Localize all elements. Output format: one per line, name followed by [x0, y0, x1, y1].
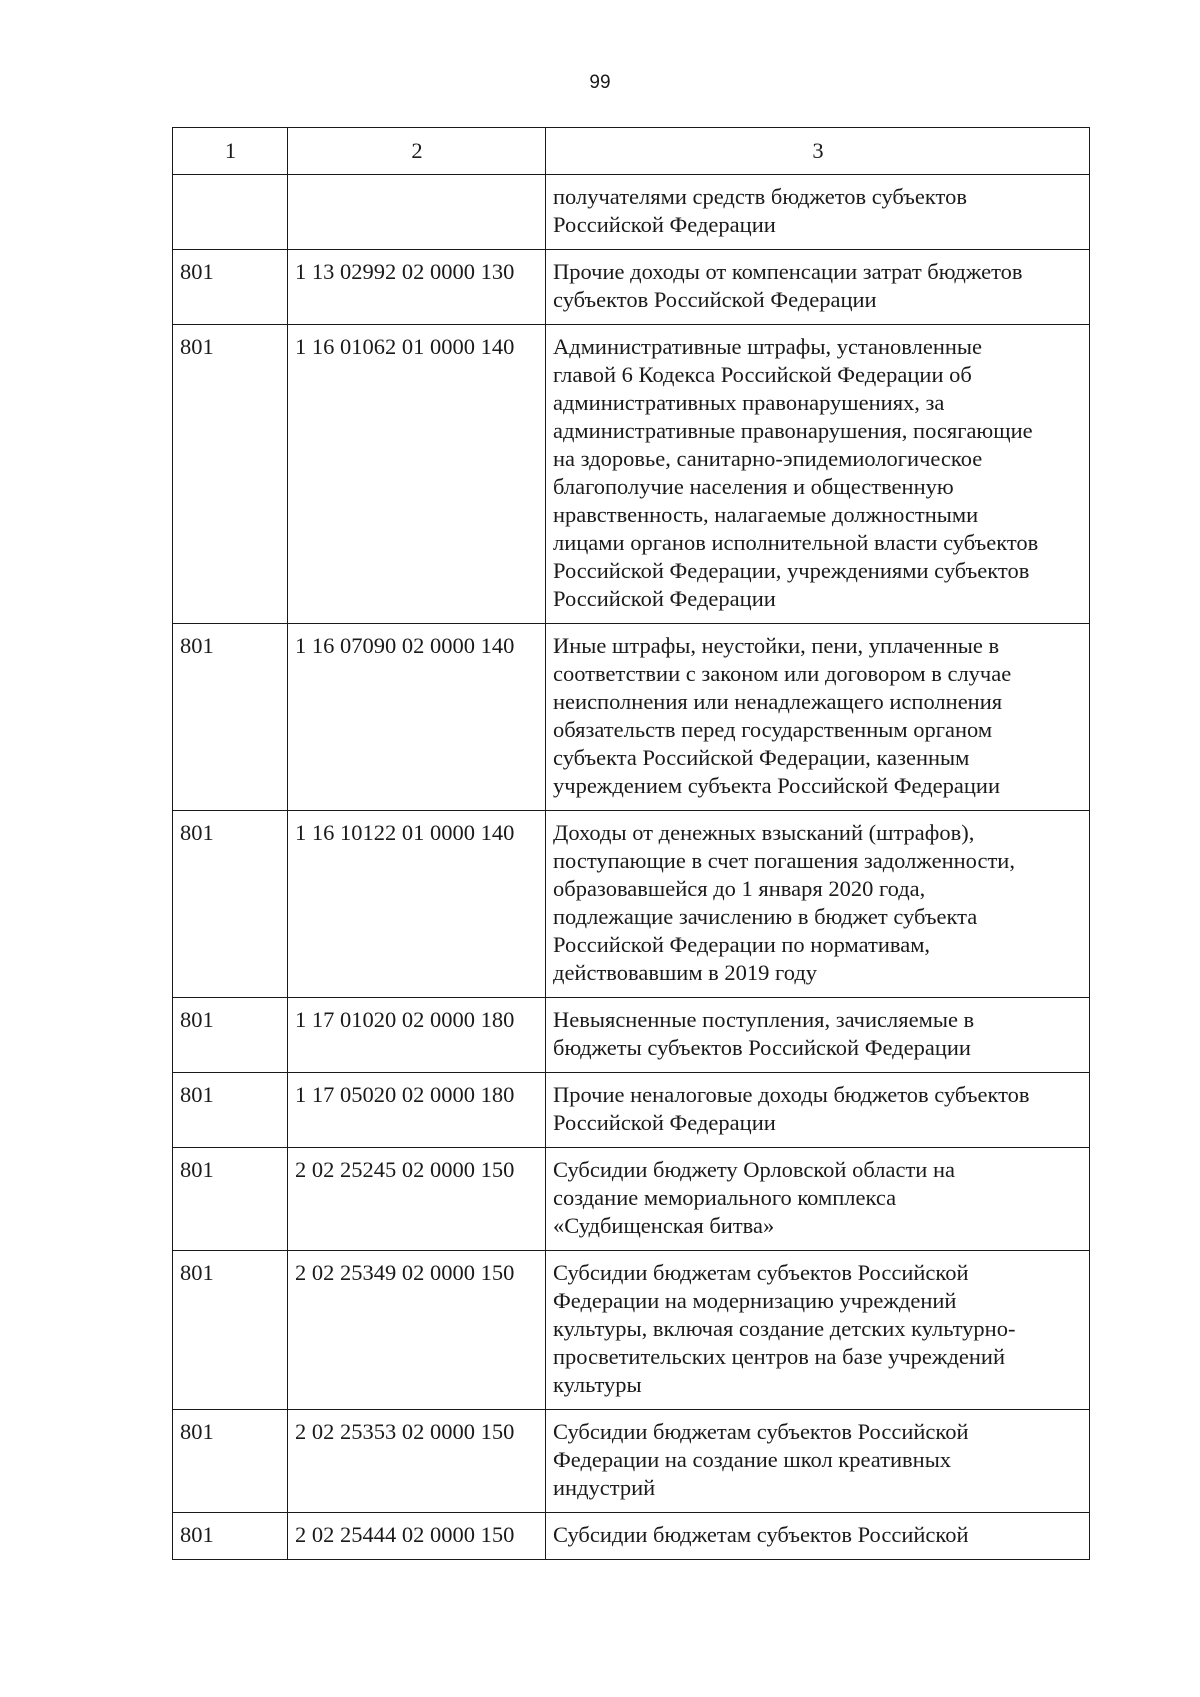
table-row: [173, 624, 1090, 811]
description-cell: Административные штрафы, установленные главой 6 Кодекса Российской Федерации об административных правонарушениях, за административные правонарушения, посягающие на здоровье, санитарно-эпидемиологическое благополучие населения и общественную нравственность, налагаемые должностными лицами органов исполнительной власти субъектов Российской Федерации, учреждениями субъектов Российской Федерации: [546, 325, 1090, 624]
admin-code-cell: 801: [173, 624, 288, 811]
table-row: [173, 1148, 1090, 1251]
budget-code-cell: 2 02 25245 02 0000 150: [288, 1148, 546, 1251]
admin-code-cell: 801: [173, 1410, 288, 1513]
description-cell: Субсидии бюджетам субъектов Российской Федерации на модернизацию учреждений культуры, включая создание детских культурно- просветительских центров на базе учреждений культуры: [546, 1251, 1090, 1410]
budget-code-cell: 1 16 10122 01 0000 140: [288, 811, 546, 998]
income-codes-table: [172, 127, 1090, 1560]
description-cell: Невыясненные поступления, зачисляемые в бюджеты субъектов Российской Федерации: [546, 998, 1090, 1073]
table-row: [173, 1251, 1090, 1410]
page-number: 99: [589, 72, 611, 93]
column-header-1: 1: [173, 128, 288, 175]
admin-code-cell: 801: [173, 250, 288, 325]
description-cell: Прочие доходы от компенсации затрат бюджетов субъектов Российской Федерации: [546, 250, 1090, 325]
admin-code-cell: 801: [173, 1513, 288, 1560]
table-row: [173, 998, 1090, 1073]
budget-code-cell: 1 13 02992 02 0000 130: [288, 250, 546, 325]
column-header-2: 2: [288, 128, 546, 175]
description-cell: Субсидии бюджетам субъектов Российской: [546, 1513, 1090, 1560]
table-row: [173, 1073, 1090, 1148]
table-row: [173, 1410, 1090, 1513]
table-header-row: [173, 128, 1090, 175]
budget-code-cell: 2 02 25444 02 0000 150: [288, 1513, 546, 1560]
description-cell: Доходы от денежных взысканий (штрафов), поступающие в счет погашения задолженности, образовавшейся до 1 января 2020 года, подлежащие зачислению в бюджет субъекта Российской Федерации по нормативам, действовавшим в 2019 году: [546, 811, 1090, 998]
table-row: [173, 811, 1090, 998]
admin-code-cell: 801: [173, 1148, 288, 1251]
budget-code-cell: 2 02 25353 02 0000 150: [288, 1410, 546, 1513]
table-row: [173, 175, 1090, 250]
column-header-3: 3: [546, 128, 1090, 175]
admin-code-cell: 801: [173, 1073, 288, 1148]
admin-code-cell: 801: [173, 811, 288, 998]
admin-code-cell: 801: [173, 1251, 288, 1410]
description-cell: Субсидии бюджету Орловской области на создание мемориального комплекса «Судбищенская битва»: [546, 1148, 1090, 1251]
budget-code-cell: 1 17 01020 02 0000 180: [288, 998, 546, 1073]
admin-code-cell: [173, 175, 288, 250]
description-cell: Прочие неналоговые доходы бюджетов субъектов Российской Федерации: [546, 1073, 1090, 1148]
description-cell: Субсидии бюджетам субъектов Российской Федерации на создание школ креативных индустрий: [546, 1410, 1090, 1513]
table-row: [173, 250, 1090, 325]
description-cell: получателями средств бюджетов субъектов Российской Федерации: [546, 175, 1090, 250]
table-row: [173, 325, 1090, 624]
budget-code-cell: 1 16 07090 02 0000 140: [288, 624, 546, 811]
description-cell: Иные штрафы, неустойки, пени, уплаченные в соответствии с законом или договором в случае неисполнения или ненадлежащего исполнения обязательств перед государственным органом субъекта Российской Федерации, казенным учреждением субъекта Российской Федерации: [546, 624, 1090, 811]
admin-code-cell: 801: [173, 325, 288, 624]
budget-code-cell: 1 17 05020 02 0000 180: [288, 1073, 546, 1148]
table-row: [173, 1513, 1090, 1560]
budget-code-cell: [288, 175, 546, 250]
budget-code-cell: 1 16 01062 01 0000 140: [288, 325, 546, 624]
budget-code-cell: 2 02 25349 02 0000 150: [288, 1251, 546, 1410]
admin-code-cell: 801: [173, 998, 288, 1073]
